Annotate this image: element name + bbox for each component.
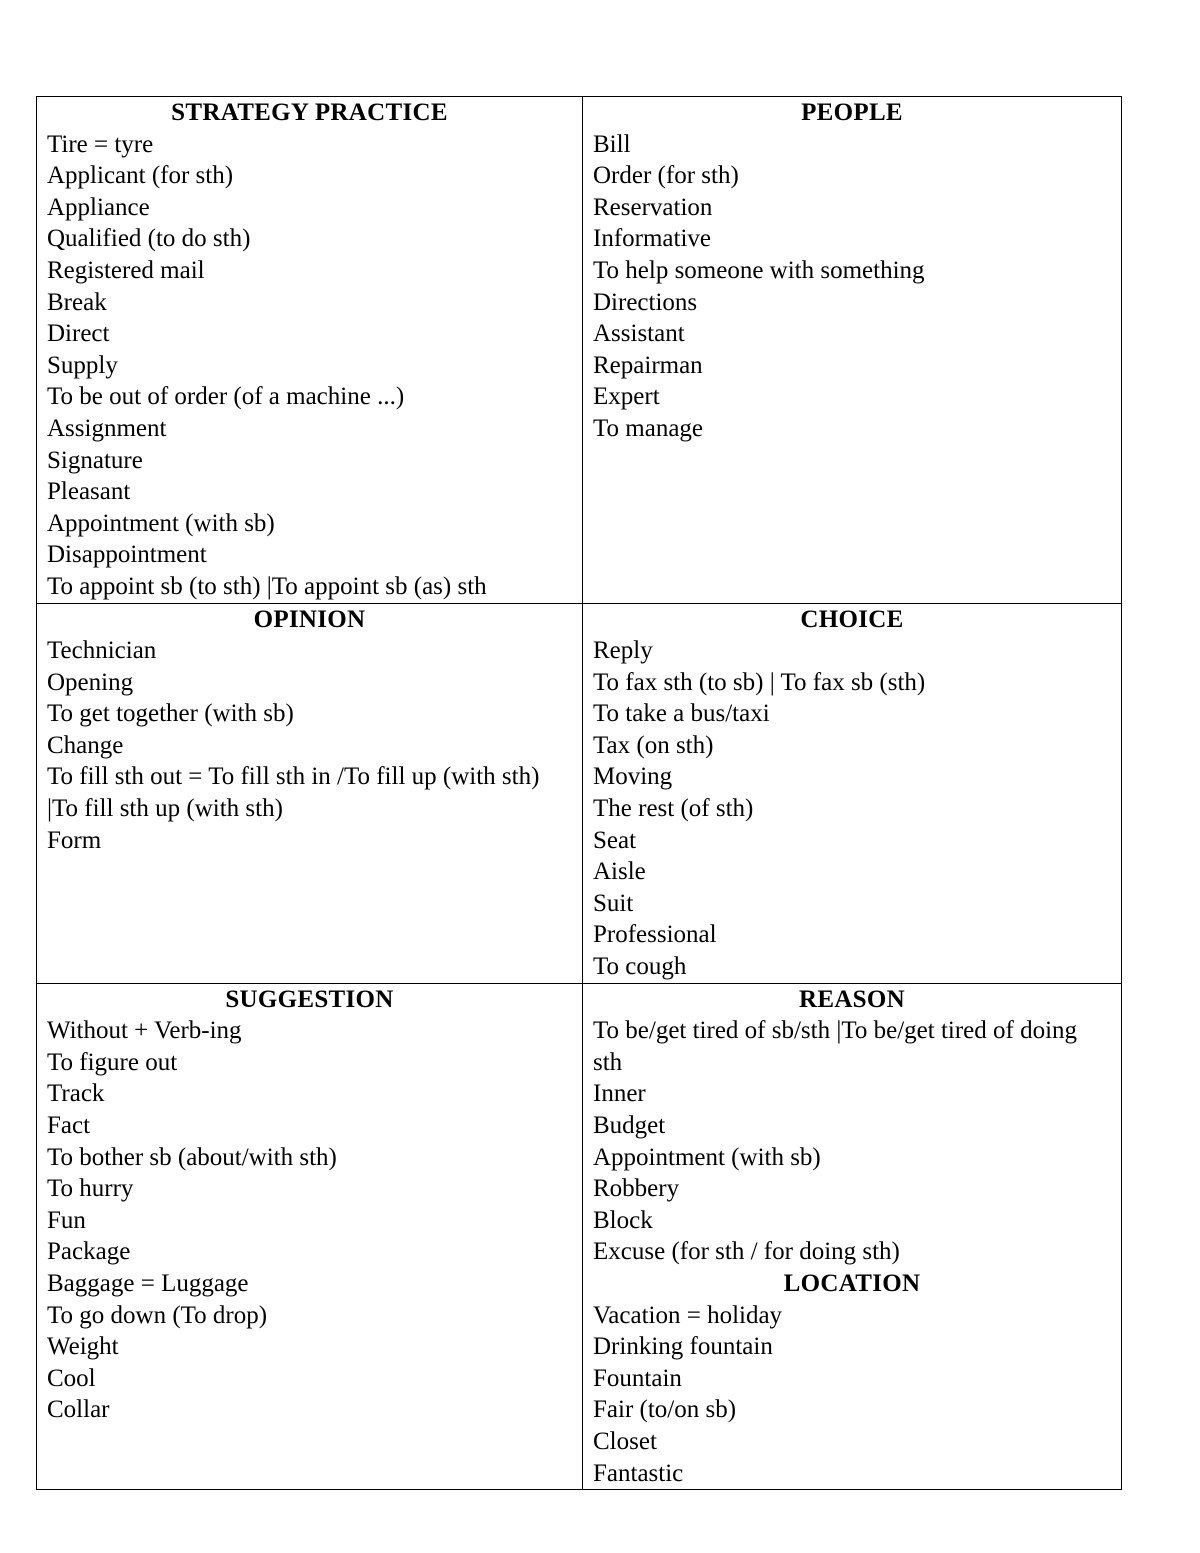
list-item: The rest (of sth) [593,795,754,823]
list-item: Cool [47,1364,96,1392]
list-item: Supply [47,351,118,379]
section-cell-opinion [37,603,583,983]
list-item: Change [47,731,124,759]
word-list [47,129,572,603]
section-cell-people [583,97,1122,604]
list-item: Collar [47,1396,110,1424]
section-heading: REASON [799,985,905,1013]
list-item: Block [593,1206,653,1234]
section-heading: PEOPLE [801,99,903,126]
list-item: Track [47,1080,105,1108]
list-item: To manage [593,414,704,442]
word-list [47,635,572,856]
list-item: Without + Verb-ing [47,1017,242,1045]
list-item: To fill sth out = To fill sth in /To fill up (with sth) |To fill sth up (with sth) [47,763,540,823]
list-item: Fun [47,1206,86,1234]
list-item: Inner [593,1080,646,1108]
list-item: Appointment (with sb) [593,1143,821,1171]
section-cell-choice [583,603,1122,983]
section-cell-reason [583,983,1122,1490]
word-list [593,129,1111,445]
list-item: To cough [593,953,687,981]
list-item: Order (for sth) [593,162,739,190]
list-item: Fair (to/on sb) [593,1396,737,1424]
list-item: To figure out [47,1048,178,1076]
list-item: Signature [47,446,143,474]
list-item: Tire = tyre [47,130,154,158]
section-subheading: LOCATION [783,1269,921,1297]
list-item: Expert [593,383,660,411]
table-row [37,97,1122,604]
list-item: Assignment [47,414,167,442]
list-item: Technician [47,637,157,665]
section-heading: CHOICE [800,605,904,633]
list-item: Excuse (for sth / for doing sth) [593,1238,900,1266]
list-item: Baggage = Luggage [47,1269,249,1297]
list-item: Vacation = holiday [593,1301,783,1329]
table-row [37,983,1122,1490]
section-heading: STRATEGY PRACTICE [171,99,448,126]
list-item: Applicant (for sth) [47,162,234,190]
section-cell-suggestion [37,983,583,1490]
word-list [593,1300,1111,1490]
list-item: Closet [593,1427,657,1455]
list-item: Fact [47,1112,91,1139]
list-item: Informative [593,225,712,253]
list-item: Direct [47,320,110,348]
list-item: Break [47,288,107,316]
vocabulary-table [36,96,1122,1490]
list-item: Moving [593,763,673,791]
list-item: To appoint sb (to sth) |To appoint sb (as) sth [47,572,487,600]
list-item: Aisle [593,858,646,886]
list-item: Pleasant [47,478,131,506]
list-item: To be/get tired of sb/sth |To be/get tired of doing sth [593,1017,1078,1076]
list-item: Assistant [593,320,685,348]
list-item: To bother sb (about/with sth) [47,1143,337,1171]
word-list [593,1015,1111,1268]
list-item: Package [47,1238,131,1266]
list-item: Weight [47,1333,119,1361]
list-item: To help someone with something [593,256,925,284]
list-item: To hurry [47,1175,134,1203]
list-item: Suit [593,889,634,917]
section-heading: SUGGESTION [225,985,394,1013]
list-item: Budget [593,1112,666,1139]
list-item: Seat [593,826,637,854]
list-item: Reply [593,637,653,665]
list-item: Fantastic [593,1459,684,1487]
list-item: To get together (with sb) [47,700,294,728]
list-item: To take a bus/taxi [593,700,770,728]
table-row [37,603,1122,983]
section-cell-strategy-practice [37,97,583,604]
list-item: Professional [593,921,717,949]
list-item: To fax sth (to sb) | To fax sb (sth) [593,668,926,696]
list-item: Appliance [47,193,150,221]
word-list [593,635,1111,983]
list-item: Registered mail [47,256,205,284]
list-item: Repairman [593,351,703,379]
list-item: Reservation [593,193,713,221]
section-heading: OPINION [253,605,366,633]
list-item: Form [47,826,102,854]
list-item: Opening [47,668,134,696]
list-item: Bill [593,130,631,158]
list-item: Directions [593,288,698,316]
list-item: To be out of order (of a machine ...) [47,383,405,411]
list-item: Appointment (with sb) [47,509,275,537]
list-item: Fountain [593,1364,682,1392]
word-list [47,1015,572,1426]
list-item: Qualified (to do sth) [47,225,251,253]
list-item: Disappointment [47,541,207,569]
list-item: To go down (To drop) [47,1301,268,1329]
list-item: Robbery [593,1175,680,1203]
list-item: Tax (on sth) [593,731,714,759]
list-item: Drinking fountain [593,1333,773,1361]
